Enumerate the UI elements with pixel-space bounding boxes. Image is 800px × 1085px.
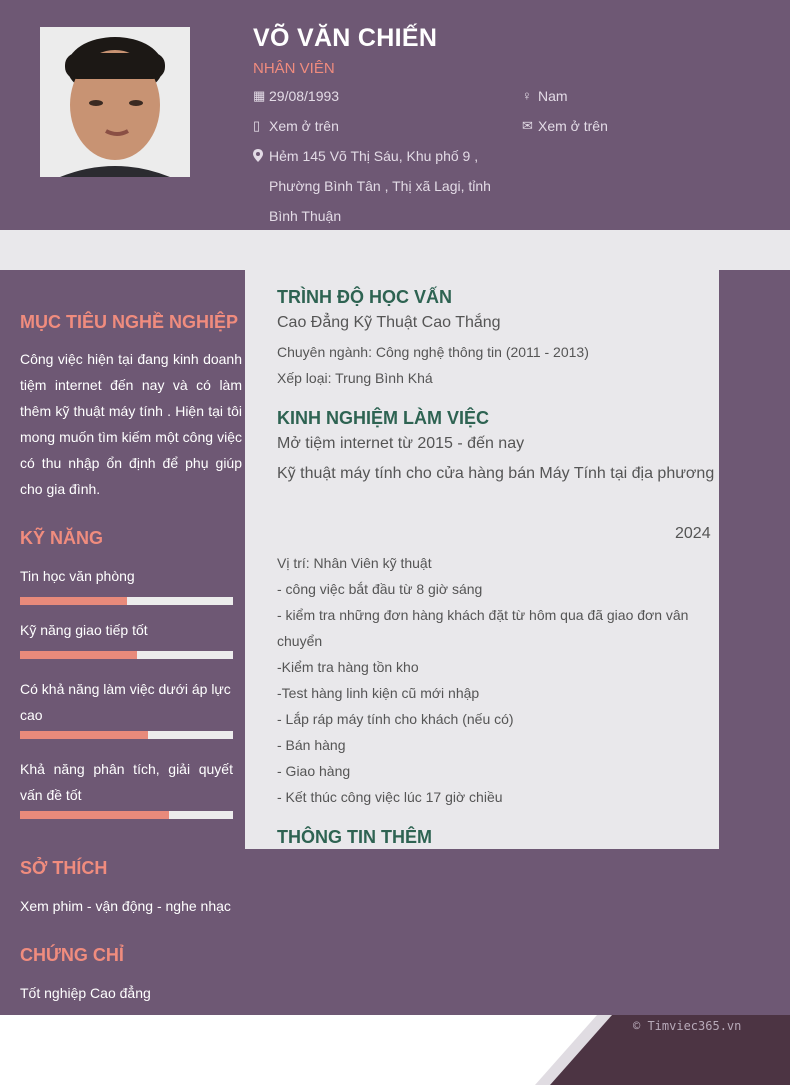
cv-header xyxy=(0,0,790,230)
address-text xyxy=(269,141,494,231)
skill-label: Khả năng phân tích, giải quyết vấn đề tốt xyxy=(20,761,233,803)
experience-role: Kỹ thuật máy tính cho cửa hàng bán Máy Tính tại địa phương xyxy=(277,465,715,482)
duty-item: Vị trí: Nhân Viên kỹ thuật xyxy=(277,555,432,571)
skill-bar xyxy=(20,597,233,605)
school-name: Cao Đẳng Kỹ Thuật Cao Thắng xyxy=(277,314,501,331)
skill-label: Kỹ năng giao tiếp tốt xyxy=(20,622,148,638)
skill-bar-fill xyxy=(20,597,127,605)
hobbies-heading: SỞ THÍCH xyxy=(20,858,108,878)
address-line: Phường Bình Tân , Thị xã Lagi, tỉnh xyxy=(269,178,491,194)
birthday-value: 29/08/1993 xyxy=(269,88,340,104)
gender-value: Nam xyxy=(538,88,568,104)
duty-item: -Test hàng linh kiện cũ mới nhập xyxy=(277,685,480,701)
hobbies-text: Xem phim - vận động - nghe nhạc xyxy=(20,898,231,914)
lower-decor-block xyxy=(245,849,719,1015)
skill-bar xyxy=(20,811,233,819)
phone-icon: ▯ xyxy=(253,118,261,133)
skill-label: Tin học văn phòng xyxy=(20,568,135,584)
certificates-heading: CHỨNG CHỈ xyxy=(20,945,124,965)
candidate-position: NHÂN VIÊN xyxy=(253,60,335,77)
watermark: © Timviec365.vn xyxy=(633,1019,742,1033)
phone-row xyxy=(253,118,339,134)
duty-item: - kiểm tra những đơn hàng khách đặt từ hôm qua đã giao đơn vân chuyển xyxy=(277,607,689,649)
phone-value: Xem ở trên xyxy=(269,118,339,134)
objective-heading: MỤC TIÊU NGHỀ NGHIỆP xyxy=(20,312,239,332)
duty-item: - Lắp ráp máy tính cho khách (nếu có) xyxy=(277,711,514,727)
address-line: Hẻm 145 Võ Thị Sáu, Khu phố 9 , xyxy=(269,148,479,164)
sidebar xyxy=(0,270,245,1015)
duty-item: -Kiểm tra hàng tồn kho xyxy=(277,659,419,675)
map-pin-icon xyxy=(253,149,269,165)
objective-text: Công việc hiện tại đang kinh doanh tiệm internet đến nay và có làm thêm kỹ thuật máy tính . Hiện tại tôi mong muốn tìm kiếm một công việc có thu nhập ổn định để phụ giúp cho gia đình. xyxy=(20,351,242,497)
duty-list xyxy=(277,550,697,810)
address-line: Bình Thuận xyxy=(269,208,342,224)
experience-heading: KINH NGHIỆM LÀM VIỆC xyxy=(277,408,490,428)
skill-bar xyxy=(20,731,233,739)
gender-icon: ♀ xyxy=(522,88,532,103)
duty-item: - Bán hàng xyxy=(277,737,346,753)
education-major: Chuyên ngành: Công nghệ thông tin (2011 - 2013) xyxy=(277,344,589,360)
right-decor-strip xyxy=(719,270,790,1015)
skill-label: Có khả năng làm việc dưới áp lực cao xyxy=(20,681,231,723)
skills-heading: KỸ NĂNG xyxy=(20,528,104,548)
skill-bar-fill xyxy=(20,811,169,819)
footer xyxy=(0,1015,790,1085)
separator-band xyxy=(0,230,790,270)
experience-company: Mở tiệm internet từ 2015 - đến nay xyxy=(277,435,525,452)
calendar-icon: ▦ xyxy=(253,88,266,103)
profile-photo xyxy=(40,27,190,177)
birthday-row xyxy=(253,88,339,104)
skill-bar xyxy=(20,651,233,659)
experience-year: 2024 xyxy=(675,525,711,542)
extra-info-heading: THÔNG TIN THÊM xyxy=(277,827,432,847)
duty-item: - Kết thúc công việc lúc 17 giờ chiều xyxy=(277,789,503,805)
candidate-name: VÕ VĂN CHIẾN xyxy=(253,24,438,52)
envelope-icon: ✉ xyxy=(522,118,533,133)
skill-bar-fill xyxy=(20,731,148,739)
address-row xyxy=(253,141,494,231)
certificates-text: Tốt nghiệp Cao đẳng xyxy=(20,985,151,1001)
education-heading: TRÌNH ĐỘ HỌC VẤN xyxy=(277,287,452,307)
email-value: Xem ở trên xyxy=(538,118,608,134)
duty-item: - Giao hàng xyxy=(277,763,351,779)
education-grade: Xếp loại: Trung Bình Khá xyxy=(277,370,433,386)
gender-row xyxy=(522,88,568,104)
email-row xyxy=(522,118,608,134)
skill-bar-fill xyxy=(20,651,137,659)
duty-item: - công việc bắt đầu từ 8 giờ sáng xyxy=(277,581,483,597)
